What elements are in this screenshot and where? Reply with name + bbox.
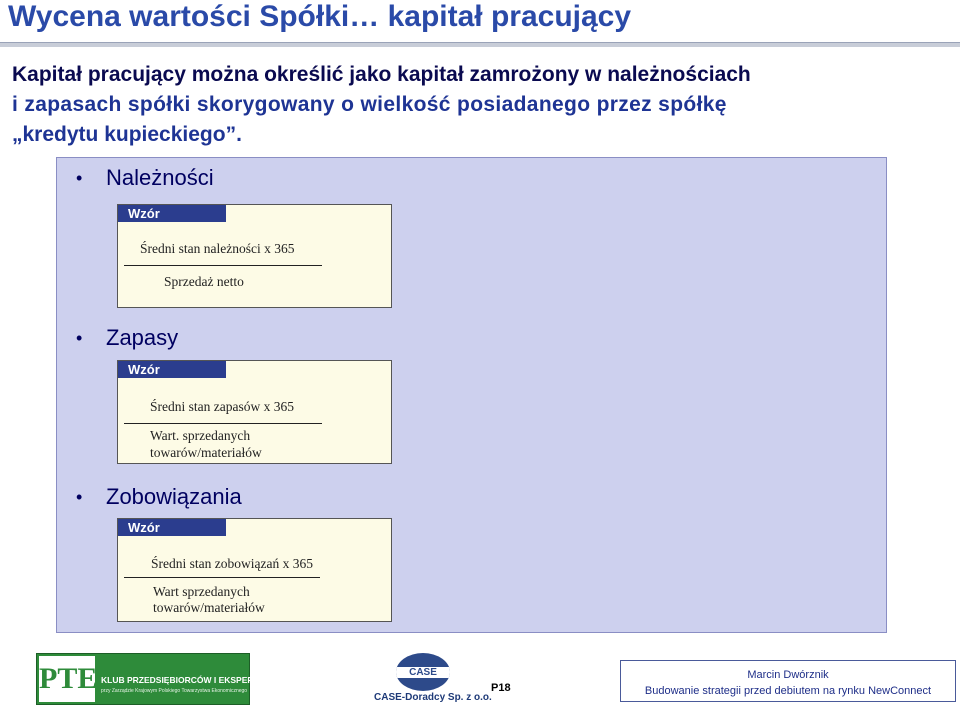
formula-denominator: Sprzedaż netto [164, 274, 244, 289]
formula-denominator-line-1: Wart. sprzedanych [150, 428, 251, 443]
pte-logo [36, 653, 274, 705]
formula-denominator-line-2: towarów/materiałów [150, 445, 262, 460]
intro-line-3: „kredytu kupieckiego”. [12, 123, 242, 146]
section-heading-text: Zobowiązania [106, 484, 242, 509]
formula-tab: Wzór [118, 519, 226, 536]
formula-box-receivables [117, 204, 392, 308]
pte-subtitle: przy Zarządzie Krajowym Polskiego Towarzystwa Ekonomicznego [101, 688, 248, 694]
bullet-icon: • [76, 168, 83, 188]
bullet-icon: • [76, 487, 83, 507]
formula-box-inventory [117, 360, 392, 464]
page-number: P18 [491, 682, 511, 694]
pte-club-name: KLUB PRZEDSIĘBIORCÓW I EKSPERTÓW [101, 675, 274, 685]
case-logo [374, 653, 492, 703]
author-box [620, 660, 956, 702]
case-globe-icon [396, 653, 450, 691]
slide-footer [0, 645, 960, 704]
intro-text [12, 60, 952, 150]
formula-numerator: Średni stan należności x 365 [140, 241, 295, 256]
title-divider [0, 42, 960, 47]
formula-box-liabilities [117, 518, 392, 622]
bullet-icon: • [76, 328, 83, 348]
case-company-name: CASE-Doradcy Sp. z o.o. [374, 692, 492, 703]
formula-denominator-line-1: Wart sprzedanych [153, 584, 250, 599]
fraction-line [124, 423, 322, 424]
formula-denominator-line-2: towarów/materiałów [153, 600, 265, 615]
section-heading-inventory [76, 325, 179, 351]
intro-line-2: i zapasach spółki skorygowany o wielkość posiadanego przez spółkę [12, 93, 727, 116]
case-logo-text: CASE [396, 667, 450, 678]
formula-numerator: Średni stan zobowiązań x 365 [151, 556, 313, 571]
formula-tab: Wzór [118, 361, 226, 378]
author-name: Marcin Dwórznik [747, 669, 829, 681]
formula-numerator: Średni stan zapasów x 365 [150, 399, 294, 414]
presentation-title: Budowanie strategii przed debiutem na rynku NewConnect [644, 685, 932, 697]
pte-logo-mark: PTE [39, 656, 95, 702]
section-heading-receivables [76, 165, 214, 191]
section-heading-text: Zapasy [106, 325, 179, 350]
fraction-line [124, 577, 320, 578]
intro-line-1: Kapitał pracujący można określić jako kapitał zamrożony w należnościach [12, 63, 751, 86]
section-heading-liabilities [76, 484, 242, 510]
slide-title: Wycena wartości Spółki… kapitał pracujący [8, 0, 632, 33]
formula-tab: Wzór [118, 205, 226, 222]
section-heading-text: Należności [106, 165, 214, 190]
fraction-line [124, 265, 322, 266]
